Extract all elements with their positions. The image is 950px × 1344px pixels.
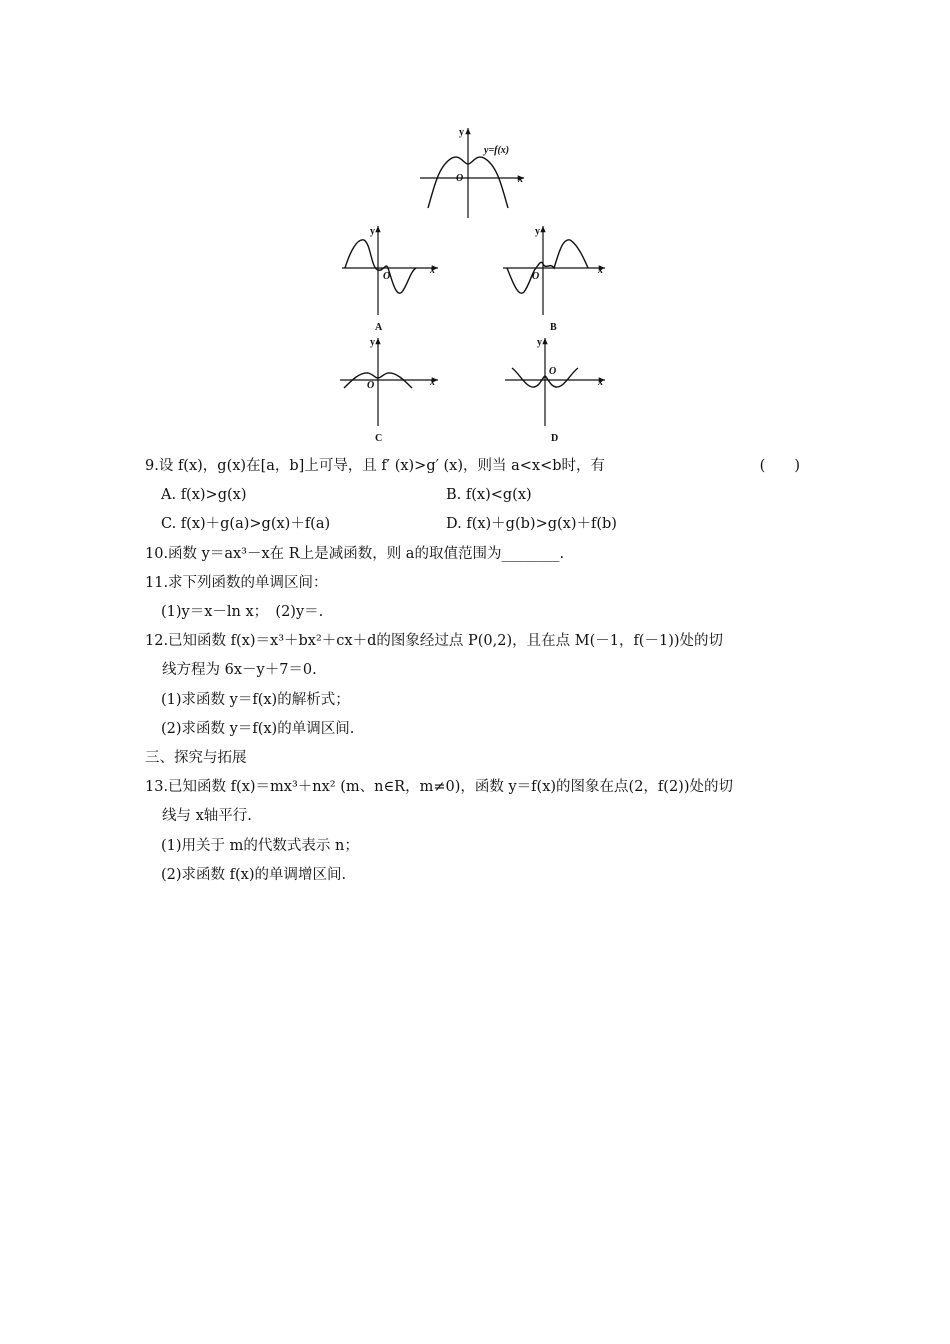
question-12-line-1: 12.已知函数 f(x)＝x³＋bx²＋cx＋d的图象经过点 P(0,2)，且在点 M(－1，f(－1))处的切 bbox=[145, 633, 724, 650]
graph-b-origin-label: O bbox=[532, 271, 540, 282]
function-graphs-figure bbox=[0, 0, 950, 450]
question-9-stem-row bbox=[145, 452, 800, 481]
graph-c-axis-y-label: y bbox=[370, 337, 375, 348]
main-graph-function-label: y=f(x) bbox=[484, 145, 510, 156]
question-13-part-1: (1)用关于 m的代数式表示 n； bbox=[161, 837, 359, 854]
question-11-parts: (1)y＝x－ln x； (2)y＝. bbox=[161, 604, 324, 621]
graph-d-axis-x-label: x bbox=[598, 377, 603, 388]
graph-a-axis-y-label: y bbox=[370, 226, 375, 237]
question-12-part-1: (1)求函数 y＝f(x)的解析式； bbox=[161, 691, 350, 708]
question-12-part-2: (2)求函数 y＝f(x)的单调区间. bbox=[161, 720, 355, 737]
graph-option-d bbox=[505, 337, 605, 444]
question-9-choices-row-1 bbox=[145, 481, 825, 510]
graph-b-option-label: B bbox=[550, 322, 557, 333]
main-origin-label: O bbox=[456, 173, 464, 184]
main-graph bbox=[420, 127, 524, 218]
question-9-choice-b: B. f(x)<g(x) bbox=[446, 487, 532, 504]
question-13-part-2: (2)求函数 f(x)的单调增区间. bbox=[161, 866, 347, 883]
graph-d-axis-y-label: y bbox=[537, 337, 542, 348]
question-11-stem: 11.求下列函数的单调区间： bbox=[145, 574, 328, 591]
graph-c-origin-label: O bbox=[367, 380, 375, 391]
question-10: 10.函数 y＝ax³－x在 R上是减函数，则 a的取值范围为________. bbox=[145, 545, 565, 562]
question-9-answer-blank: ( ) bbox=[759, 458, 800, 474]
graph-option-b bbox=[503, 226, 605, 333]
main-axis-y-label: y bbox=[459, 127, 464, 138]
question-9-stem: 9.设 f(x)，g(x)在[a，b]上可导，且 f′ (x)>g′ (x)，则当 a<x<b时，有 bbox=[145, 458, 606, 474]
section-3-heading: 三、探究与拓展 bbox=[145, 750, 247, 767]
question-9-choices-row-2 bbox=[145, 510, 825, 539]
graph-a-origin-label: O bbox=[383, 271, 391, 282]
graph-a-option-label: A bbox=[375, 322, 383, 333]
question-9-choice-c: C. f(x)＋g(a)>g(x)＋f(a) bbox=[161, 516, 331, 533]
graph-b-axis-x-label: x bbox=[598, 265, 603, 276]
graph-d-option-label: D bbox=[551, 433, 559, 444]
graph-b-axis-y-label: y bbox=[535, 226, 540, 237]
graph-option-c bbox=[340, 337, 438, 444]
question-13-line-2: 线与 x轴平行. bbox=[162, 808, 252, 825]
question-9-choice-d: D. f(x)＋g(b)>g(x)＋f(b) bbox=[446, 516, 617, 533]
graph-option-a bbox=[342, 226, 438, 333]
graph-d-origin-label: O bbox=[549, 366, 557, 377]
question-text-block bbox=[145, 452, 825, 890]
question-9-choice-a: A. f(x)>g(x) bbox=[161, 487, 247, 504]
graph-a-axis-x-label: x bbox=[430, 265, 435, 276]
graph-c-axis-x-label: x bbox=[430, 377, 435, 388]
graph-c-option-label: C bbox=[375, 433, 383, 444]
question-12-line-2: 线方程为 6x－y＋7＝0. bbox=[162, 662, 317, 679]
question-13-line-1: 13.已知函数 f(x)＝mx³＋nx² (m、n∈R，m≠0)，函数 y＝f(x)的图象在点(2，f(2))处的切 bbox=[145, 779, 733, 796]
main-axis-x-label: x bbox=[518, 174, 523, 185]
